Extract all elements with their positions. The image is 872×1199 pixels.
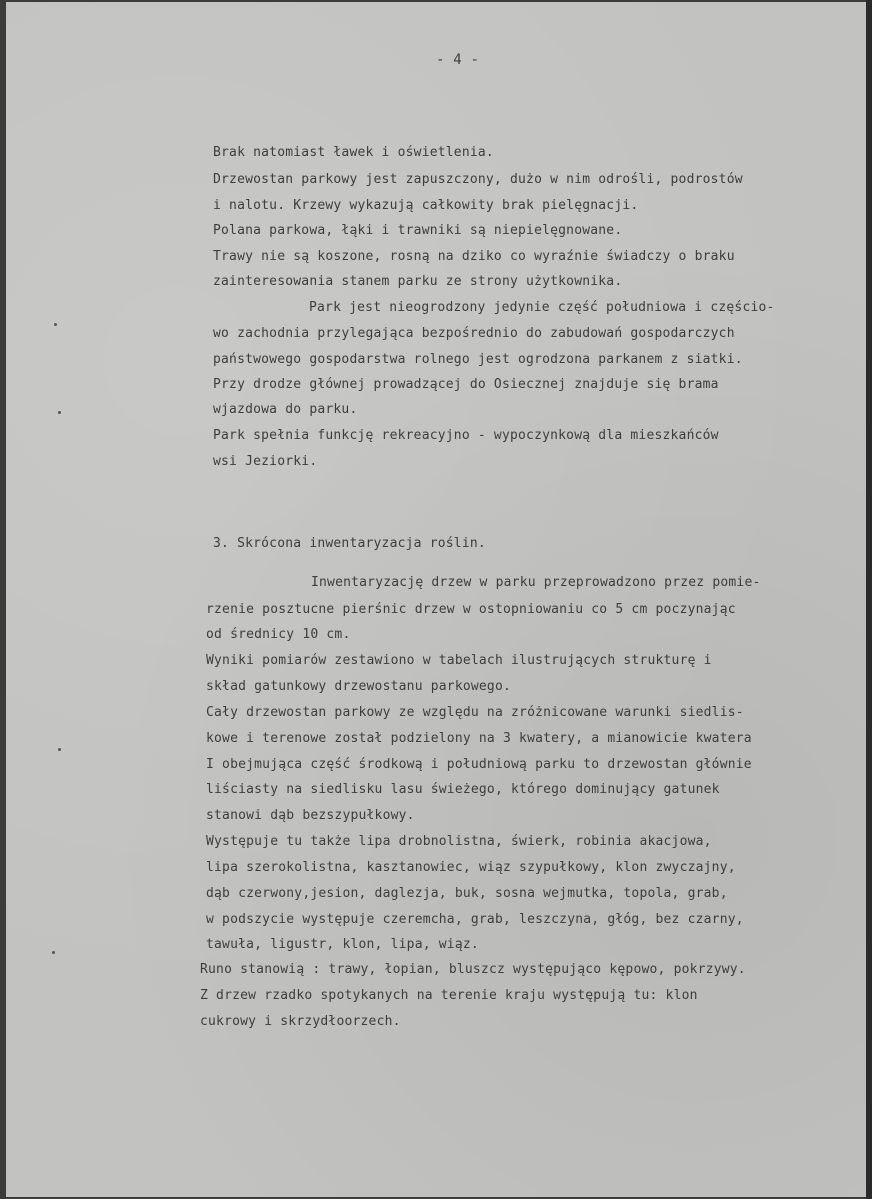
- paper-speck: [58, 411, 61, 414]
- text-line: od średnicy 10 cm.: [206, 627, 351, 642]
- text-line: wo zachodnia przylegająca bezpośrednio do zabudowań gospodarczych: [213, 326, 735, 341]
- text-line: lipa szerokolistna, kasztanowiec, wiąz szypułkowy, klon zwyczajny,: [206, 860, 736, 875]
- text-line: wsi Jeziorki.: [213, 454, 318, 469]
- scan-edge: [866, 0, 872, 1199]
- text-line: liściasty na siedlisku lasu świeżego, którego dominujący gatunek: [206, 782, 720, 797]
- text-line: Wyniki pomiarów zestawiono w tabelach ilustrujących strukturę i: [206, 653, 712, 668]
- text-line: stanowi dąb bezszypułkowy.: [206, 808, 415, 823]
- text-line: Polana parkowa, łąki i trawniki są niepielęgnowane.: [213, 223, 623, 238]
- text-line: Runo stanowią : trawy, łopian, bluszcz występująco kępowo, pokrzywy.: [200, 962, 746, 977]
- text-line: I obejmująca część środkową i południową parku to drzewostan głównie: [206, 757, 752, 772]
- text-line: Brak natomiast ławek i oświetlenia.: [213, 145, 494, 160]
- text-line: dąb czerwony,jesion, daglezja, buk, sosna wejmutka, topola, grab,: [206, 886, 728, 901]
- text-line: państwowego gospodarstwa rolnego jest ogrodzona parkanem z siatki.: [213, 352, 743, 367]
- text-line: Drzewostan parkowy jest zapuszczony, dużo w nim odrośli, podrostów: [213, 172, 743, 187]
- text-line: Inwentaryzację drzew w parku przeprowadzono przez pomie-: [311, 575, 761, 590]
- text-line: i nalotu. Krzewy wykazują całkowity brak pielęgnacji.: [213, 198, 639, 213]
- section-heading: 3. Skrócona inwentaryzacja roślin.: [213, 536, 486, 551]
- text-line: Trawy nie są koszone, rosną na dziko co wyraźnie świadczy o braku: [213, 249, 735, 264]
- text-line: Park spełnia funkcję rekreacyjno - wypoczynkową dla mieszkańców: [213, 428, 719, 443]
- text-line: Przy drodze głównej prowadzącej do Osiecznej znajduje się brama: [213, 377, 719, 392]
- text-line: rzenie posztucne pierśnic drzew w ostopniowaniu co 5 cm poczynając: [206, 602, 736, 617]
- paper-speck: [58, 748, 61, 751]
- text-line: w podszycie występuje czeremcha, grab, leszczyna, głóg, bez czarny,: [206, 912, 744, 927]
- page-number: - 4 -: [436, 52, 480, 68]
- text-line: wjazdowa do parku.: [213, 402, 358, 417]
- text-line: Park jest nieogrodzony jedynie część południowa i częścio-: [309, 300, 775, 315]
- text-line: kowe i terenowe został podzielony na 3 kwatery, a mianowicie kwatera: [206, 731, 752, 746]
- paper-speck: [52, 951, 55, 954]
- text-line: zainteresowania stanem parku ze strony użytkownika.: [213, 274, 623, 289]
- paper-speck: [54, 323, 57, 326]
- text-line: skład gatunkowy drzewostanu parkowego.: [206, 679, 512, 694]
- text-line: cukrowy i skrzydłoorzech.: [200, 1014, 401, 1029]
- text-line: tawuła, ligustr, klon, lipa, wiąz.: [206, 937, 479, 952]
- text-line: Występuje tu także lipa drobnolistna, świerk, robinia akacjowa,: [206, 834, 712, 849]
- text-line: Z drzew rzadko spotykanych na terenie kraju występują tu: klon: [200, 988, 698, 1003]
- text-line: Cały drzewostan parkowy ze względu na zróżnicowane warunki siedlis-: [206, 705, 744, 720]
